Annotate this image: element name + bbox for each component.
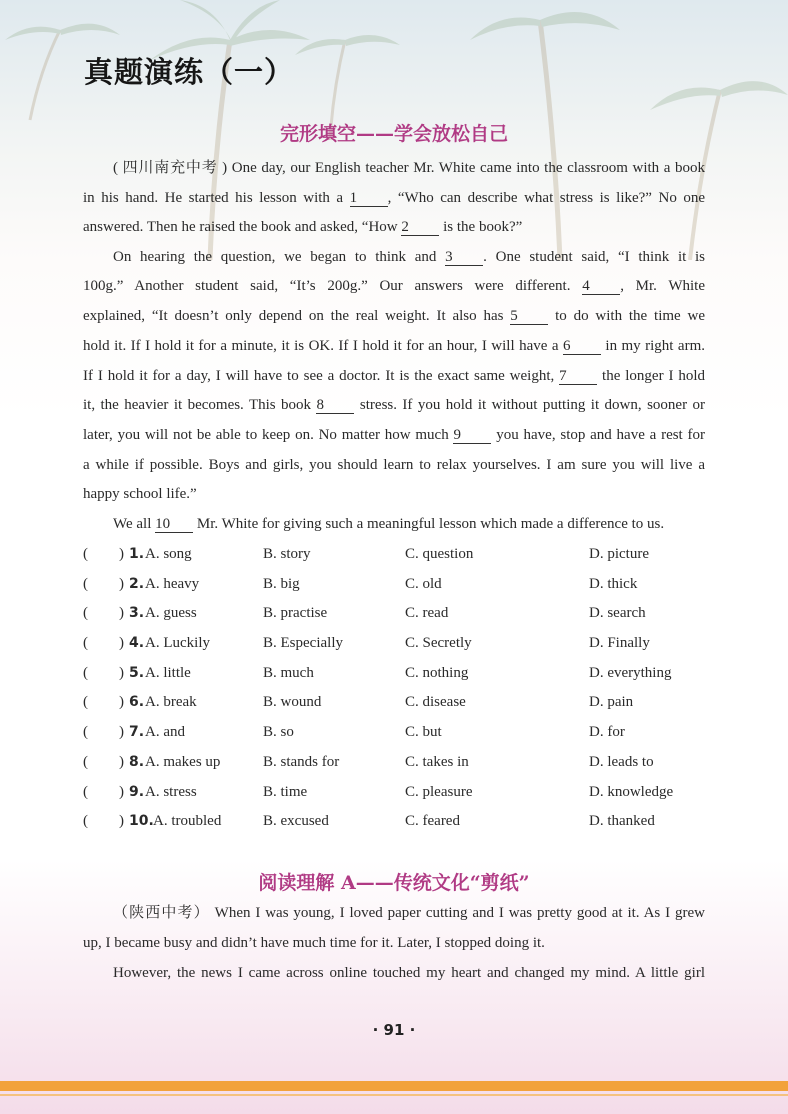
question-options-list	[83, 540, 723, 837]
source-label: （陕西中考）	[113, 905, 210, 921]
option-a[interactable]: A. makes up	[145, 753, 221, 770]
question-number: 3.	[129, 605, 145, 622]
cloze-paragraph-3: We all 10 Mr. White for giving such a meaningful lesson which made a difference to us.	[113, 516, 665, 532]
question-number: 6.	[129, 694, 145, 711]
option-c[interactable]: C. nothing	[405, 664, 469, 681]
question-row	[83, 778, 723, 808]
option-b[interactable]: B. so	[263, 724, 294, 741]
option-c[interactable]: C. read	[405, 605, 449, 622]
option-d[interactable]: D. everything	[589, 664, 672, 681]
answer-bracket-open[interactable]: (	[83, 575, 88, 592]
question-number: 4.	[129, 635, 145, 652]
blank-10: 10	[155, 517, 193, 533]
answer-bracket-close: )	[119, 575, 124, 592]
answer-bracket-close: )	[119, 694, 124, 711]
blank-1: 1	[350, 191, 388, 207]
option-d[interactable]: D. pain	[589, 694, 634, 711]
answer-bracket-open[interactable]: (	[83, 635, 88, 652]
blank-5: 5	[510, 309, 548, 325]
option-a[interactable]: A. stress	[145, 783, 197, 800]
answer-bracket-close: )	[119, 546, 124, 562]
blank-8: 8	[316, 398, 354, 414]
cloze-paragraph-1: ( 四川南充中考 ) One day, our English teacher Mr. White came into the classroom with a book in his hand. He started his lesson with a 1 , “Who can describe what stress is like?” No one	[83, 160, 705, 206]
question-row	[83, 599, 723, 629]
option-a[interactable]: A. song	[145, 546, 192, 562]
question-number: 1.	[129, 546, 145, 562]
footer-bar	[0, 1081, 788, 1091]
option-b[interactable]: B. practise	[263, 605, 328, 622]
question-row	[83, 807, 723, 837]
source-label: ( 四川南充中考 )	[113, 160, 228, 176]
blank-6: 6	[563, 339, 601, 355]
option-b[interactable]: B. much	[263, 664, 314, 681]
blank-4: 4	[582, 279, 620, 295]
option-c[interactable]: C. Secretly	[405, 635, 472, 652]
option-b[interactable]: B. story	[263, 546, 311, 562]
question-row	[83, 659, 723, 689]
section-heading-cloze: 完形填空——学会放松自己	[279, 123, 508, 145]
blank-2: 2	[401, 220, 439, 236]
answer-bracket-open[interactable]: (	[83, 724, 88, 741]
option-b[interactable]: B. wound	[263, 694, 322, 711]
answer-bracket-close: )	[119, 813, 124, 830]
answer-bracket-close: )	[119, 724, 124, 741]
option-d[interactable]: D. leads to	[589, 753, 654, 770]
answer-bracket-open[interactable]: (	[83, 783, 88, 800]
answer-bracket-open[interactable]: (	[83, 753, 88, 770]
option-a[interactable]: A. Luckily	[145, 635, 210, 652]
cloze-paragraph-2: On hearing the question, we began to think and 3 . One student said, “I think it is	[113, 249, 705, 265]
option-a[interactable]: A. troubled	[153, 813, 222, 830]
question-row	[83, 629, 723, 659]
option-b[interactable]: B. big	[263, 575, 300, 592]
footer-line	[0, 1094, 788, 1096]
question-number: 10.	[129, 813, 154, 830]
answer-bracket-close: )	[119, 753, 124, 770]
blank-7: 7	[559, 369, 597, 385]
answer-bracket-open[interactable]: (	[83, 813, 88, 830]
option-c[interactable]: C. but	[405, 724, 442, 741]
question-row	[83, 540, 723, 570]
option-d[interactable]: D. thanked	[589, 813, 655, 830]
option-b[interactable]: B. excused	[263, 813, 329, 830]
option-a[interactable]: A. little	[145, 664, 191, 681]
option-d[interactable]: D. search	[589, 605, 646, 622]
question-number: 8.	[129, 753, 145, 770]
option-a[interactable]: A. heavy	[145, 575, 200, 592]
option-d[interactable]: D. Finally	[589, 635, 650, 652]
option-c[interactable]: C. old	[405, 575, 442, 592]
question-number: 5.	[129, 664, 145, 681]
question-row	[83, 570, 723, 600]
option-b[interactable]: B. Especially	[263, 635, 343, 652]
answer-bracket-close: )	[119, 664, 124, 681]
option-c[interactable]: C. feared	[405, 813, 460, 830]
option-d[interactable]: D. knowledge	[589, 783, 674, 800]
blank-9: 9	[453, 428, 491, 444]
answer-bracket-close: )	[119, 605, 124, 622]
section-heading-reading: 阅读理解 A——传统文化“剪纸”	[258, 872, 530, 894]
answer-bracket-open[interactable]: (	[83, 694, 88, 711]
answer-bracket-close: )	[119, 783, 124, 800]
cloze-paragraph-1-end: answered. Then he raised the book and asked, “How 2 is the book?”	[83, 219, 523, 235]
option-a[interactable]: A. break	[145, 694, 197, 711]
page-title: 真题演练（一）	[84, 55, 295, 89]
answer-bracket-open[interactable]: (	[83, 605, 88, 622]
question-row	[83, 718, 723, 748]
option-c[interactable]: C. pleasure	[405, 783, 473, 800]
option-c[interactable]: C. disease	[405, 694, 466, 711]
option-b[interactable]: B. time	[263, 783, 308, 800]
question-row	[83, 688, 723, 718]
option-d[interactable]: D. thick	[589, 575, 638, 592]
option-a[interactable]: A. guess	[145, 605, 197, 622]
option-d[interactable]: D. picture	[589, 546, 649, 562]
option-c[interactable]: C. question	[405, 546, 474, 562]
option-a[interactable]: A. and	[145, 724, 185, 741]
question-number: 2.	[129, 575, 145, 592]
question-number: 7.	[129, 724, 145, 741]
question-row	[83, 748, 723, 778]
blank-3: 3	[445, 250, 483, 266]
question-number: 9.	[129, 783, 145, 800]
reading-paragraph-2: However, the news I came across online touched my heart and changed my mind. A little girl	[113, 965, 705, 981]
answer-bracket-open[interactable]: (	[83, 546, 88, 562]
option-d[interactable]: D. for	[589, 724, 625, 741]
option-b[interactable]: B. stands for	[263, 753, 340, 770]
reading-paragraph-1: （陕西中考） When I was young, I loved paper cutting and I was pretty good at it. As I grew	[113, 905, 705, 921]
option-c[interactable]: C. takes in	[405, 753, 469, 770]
answer-bracket-open[interactable]: (	[83, 664, 88, 681]
answer-bracket-close: )	[119, 635, 124, 652]
page-number: · 91 ·	[372, 1021, 416, 1039]
